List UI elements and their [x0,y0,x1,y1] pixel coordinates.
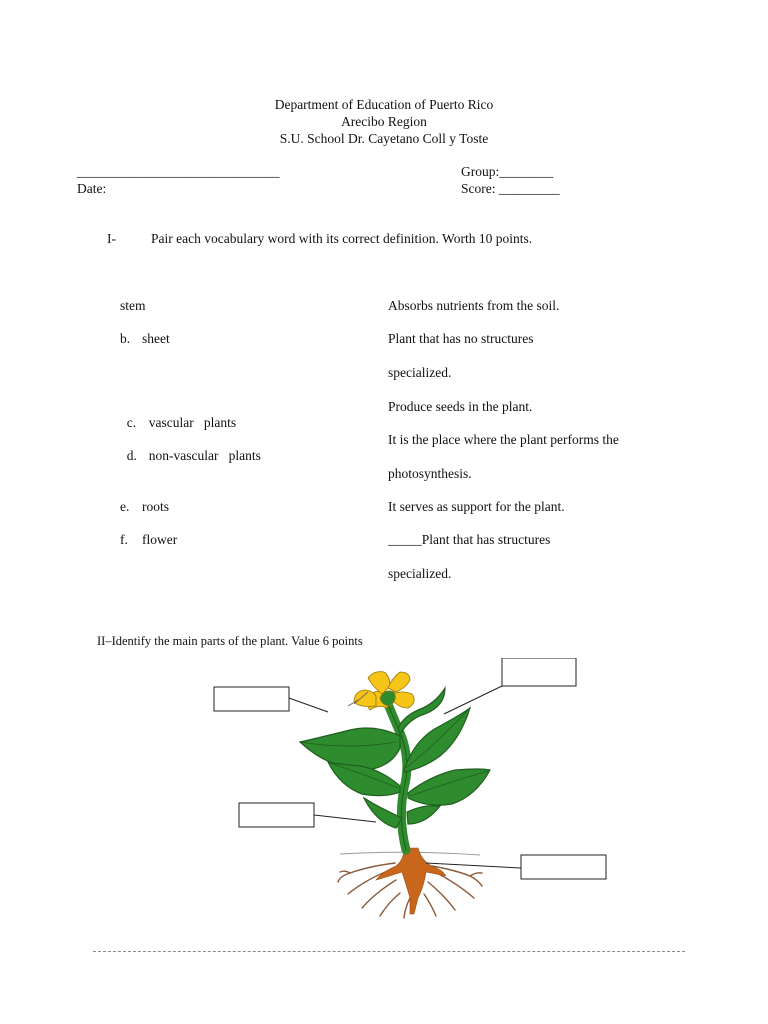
vocab-letter: d. [126,448,137,463]
definition-line: photosynthesis. [388,466,472,481]
vocab-word [120,399,236,431]
answer-box-leaf[interactable] [502,658,576,686]
answer-box-roots[interactable] [521,855,606,879]
vocab-word-text: sheet [142,331,170,346]
score-field[interactable]: Score: _________ [461,181,560,196]
plant-flower [348,672,414,710]
definition-line: Absorbs nutrients from the soil. [388,298,560,313]
definition-line: It serves as support for the plant. [388,499,565,514]
vocab-word-text: flower [142,532,178,547]
plant-diagram [200,658,620,923]
answer-box-flower[interactable] [214,687,289,711]
definition-line: Plant that has no structures [388,331,534,346]
plant-leaves [300,688,490,828]
vocab-letter: b. [120,331,131,346]
definition-line: _____Plant that has structures [388,532,551,547]
vocab-word-text: stem [120,298,146,313]
region-title: Arecibo Region [341,114,427,129]
date-label: Date: [77,181,107,196]
definition-line: Produce seeds in the plant. [388,399,533,414]
school-header [0,96,768,147]
vocab-word [120,499,169,515]
definition-line: specialized. [388,566,452,581]
group-field[interactable]: Group:________ [461,164,554,179]
section-1-number: I- [107,231,116,246]
section-2-instruction: II–Identify the main parts of the plant. Value 6 points [97,634,363,648]
vocab-word [120,532,177,548]
definition-line: It is the place where the plant performs the [388,432,619,447]
page-divider [93,951,685,952]
answer-box-stem[interactable] [239,803,314,827]
vocab-word-text: vascular plants [148,415,237,430]
definition-line: specialized. [388,365,452,380]
vocab-word-text: non-vascular plants [148,448,261,463]
section-1-instruction: Pair each vocabulary word with its correct definition. Worth 10 points. [151,231,533,246]
vocab-word [120,331,170,347]
vocab-letter: c. [126,415,137,430]
vocab-letter: e. [120,499,130,514]
vocab-word [120,432,261,464]
vocab-word-text: roots [142,499,169,514]
school-title: S.U. School Dr. Cayetano Coll y Toste [279,131,489,146]
main-root [376,848,446,914]
vocab-letter: f. [120,532,128,547]
vocab-word [120,298,146,314]
department-title: Department of Education of Puerto Rico [274,97,494,112]
name-line[interactable]: ______________________________ [77,164,280,179]
